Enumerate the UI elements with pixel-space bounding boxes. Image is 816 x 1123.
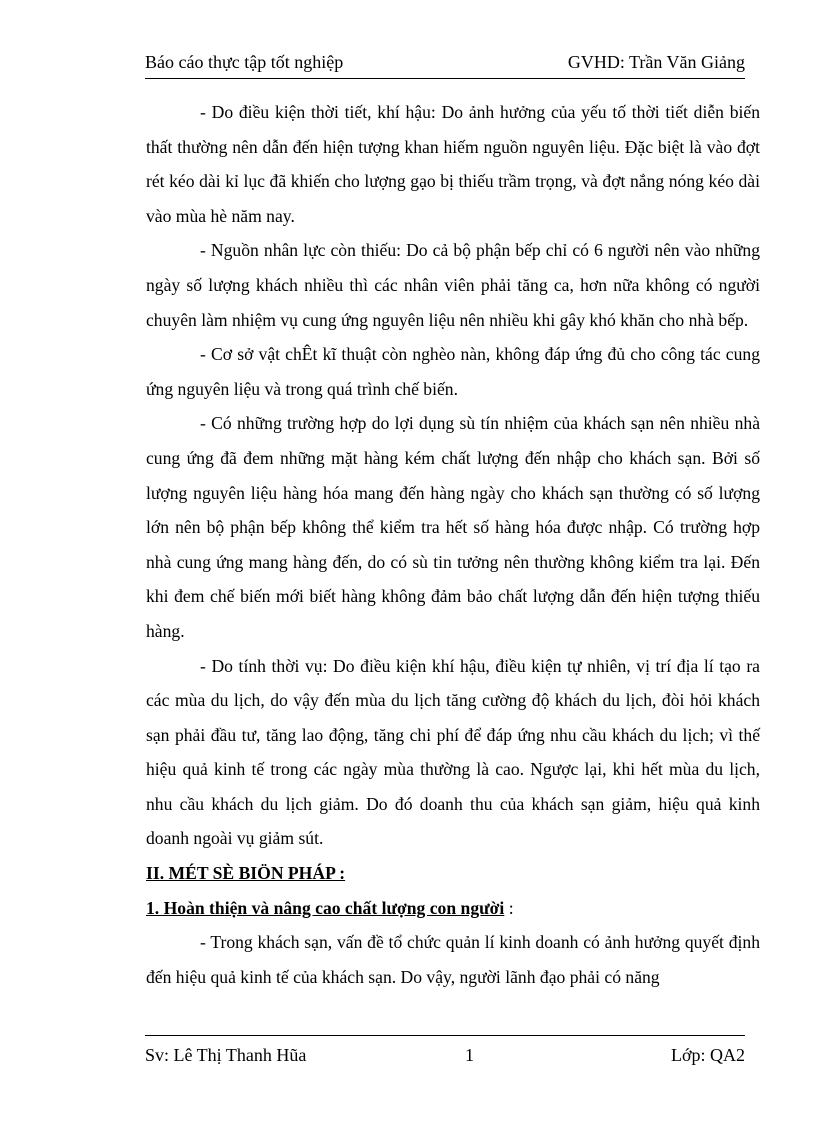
paragraph-management: - Trong khách sạn, vấn đề tổ chức quản lí kinh doanh có ảnh hưởng quyết định đến hiệu quả kinh tế của khách sạn. Do vậy, người lãnh đạo phải có năng xyxy=(146,932,760,987)
paragraph-seasonality: - Do tính thời vụ: Do điều kiện khí hậu, điều kiện tự nhiên, vị trí địa lí tạo ra các mùa du lịch, do vậy đến mùa du lịch tăng cường độ khách du lịch, đòi hỏi khách sạn phải đầu tư, tăng lao động, tăng chi phí để đáp ứng nhu cầu khách du lịch; vì thế hiệu quả kinh tế trong các ngày mùa thường là cao. Ngược lại, khi hết mùa du lịch, nhu cầu khách du lịch giảm. Do đó doanh thu của khách sạn giảm, hiệu quả kinh doanh ngoài vụ giảm sút. xyxy=(146,655,760,849)
section-heading xyxy=(146,856,760,891)
subsection-heading-text: 1. Hoàn thiện và nâng cao chất lượng con người xyxy=(146,897,505,918)
student-name: Sv: Lê Thị Thanh Hũa xyxy=(145,1045,307,1065)
footer-rule xyxy=(145,1035,745,1036)
subsection-heading xyxy=(146,891,760,926)
paragraph-weather: - Do điều kiện thời tiết, khí hậu: Do ảnh hưởng của yếu tố thời tiết diễn biến thất thường nên dẫn đến hiện tượng khan hiếm nguồn nguyên liệu. Đặc biệt là vào đợt rét kéo dài kỉ lục đã khiến cho lượng gạo bị thiếu trầm trọng, và đợt nắng nóng kéo dài vào mùa hè năm nay. xyxy=(146,102,760,226)
subsection-heading-suffix: : xyxy=(504,897,514,918)
section-heading-text: II. MÉT SÈ BIÖN PHÁP : xyxy=(146,863,346,884)
page-number: 1 xyxy=(465,1045,474,1065)
paragraph-staff: - Nguồn nhân lực còn thiếu: Do cả bộ phận bếp chỉ có 6 người nên vào những ngày số lượng khách nhiều thì các nhân viên phải tăng ca, hơn nữa không có người chuyên làm nhiệm vụ cung ứng nguyên liệu nên nhiều khi gây khó khăn cho nhà bếp. xyxy=(146,240,760,330)
paragraph-suppliers: - Có những trường hợp do lợi dụng sù tín nhiệm của khách sạn nên nhiều nhà cung ứng đã đem những mặt hàng kém chất lượng đến nhập cho khách sạn. Bởi số lượng nguyên liệu hàng hóa mang đến hàng ngày cho khách sạn thường có số lượng lớn nên bộ phận bếp không thể kiểm tra hết số hàng hóa được nhập. Có trường hợp nhà cung ứng mang hàng đến, do có sù tin tưởng nên thường không kiểm tra lại. Đến khi đem chế biến mới biết hàng không đảm bảo chất lượng dẫn đến hiện tượng thiếu hàng. xyxy=(146,413,760,641)
supervisor-name: GVHD: Trần Văn Giảng xyxy=(567,52,745,72)
page-header xyxy=(145,50,745,78)
header-rule xyxy=(145,78,745,79)
report-title: Báo cáo thực tập tốt nghiệp xyxy=(145,52,344,72)
paragraph-facilities: - Cơ sở vật chÊt kĩ thuật còn nghèo nàn, không đáp ứng đủ cho công tác cung ứng nguyên liệu và trong quá trình chế biến. xyxy=(146,344,760,399)
class-name: Lớp: QA2 xyxy=(670,1045,745,1065)
page-footer xyxy=(145,1045,745,1071)
document-body xyxy=(146,95,760,994)
